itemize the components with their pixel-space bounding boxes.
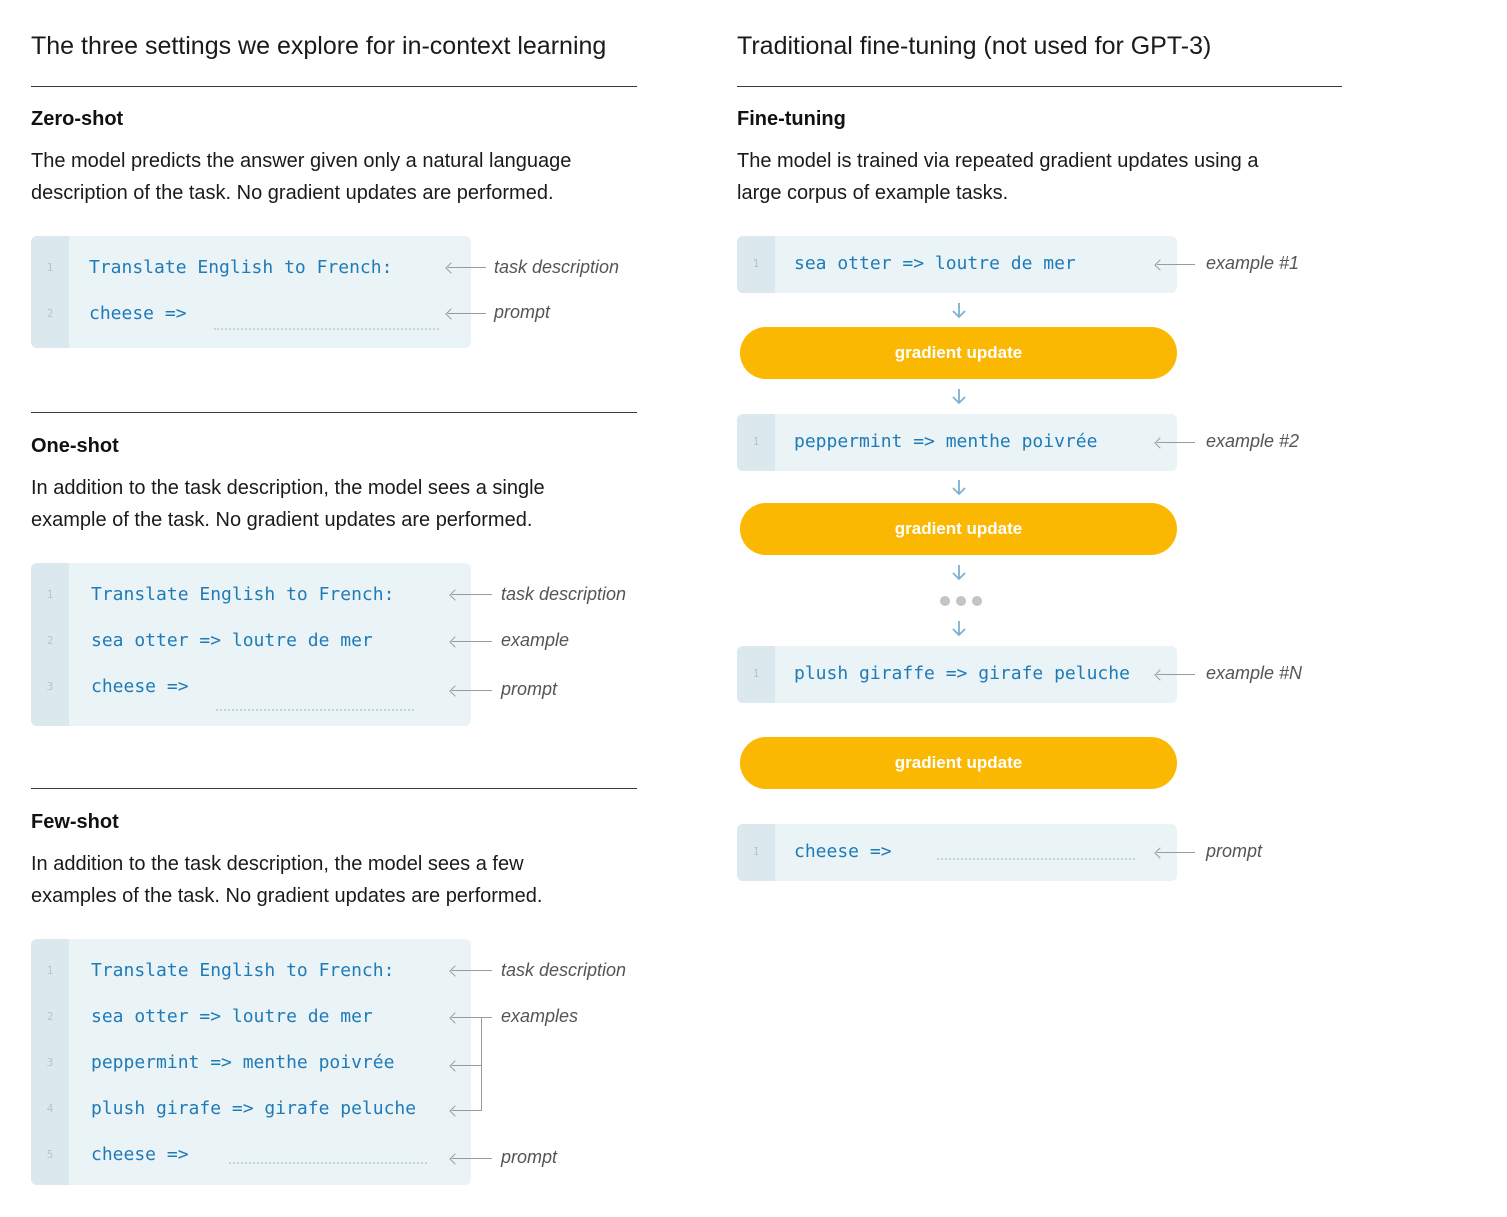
- one-shot-title: One-shot: [31, 435, 119, 457]
- code-line: [737, 254, 1177, 274]
- arrow-left-icon: [1157, 442, 1195, 443]
- annotation-prompt: prompt: [501, 1147, 558, 1167]
- arrow-down-icon: [949, 564, 969, 582]
- annotation-task-description: task description: [494, 257, 620, 277]
- annotation-task-description: task description: [501, 584, 627, 604]
- left-title-divider: [31, 86, 637, 87]
- line-number: 1: [46, 261, 54, 274]
- code-text: peppermint => menthe poivrée: [794, 431, 1098, 452]
- section-divider: [31, 412, 637, 413]
- arrow-down-icon: [949, 388, 969, 406]
- left-column-title: The three settings we explore for in-context learning: [31, 32, 607, 60]
- few-shot-title: Few-shot: [31, 811, 119, 833]
- code-text: plush girafe => girafe peluche: [91, 1098, 417, 1119]
- few-shot-desc-line-2: examples of the task. No gradient updates are performed.: [31, 885, 543, 907]
- gradient-update-step: gradient update: [740, 327, 1177, 379]
- line-number: 1: [46, 964, 54, 977]
- zero-shot-desc-line-1: The model predicts the answer given only a natural language: [31, 150, 572, 172]
- arrow-down-icon: [949, 479, 969, 497]
- annotation-prompt: prompt: [494, 302, 551, 322]
- line-number: 2: [46, 1010, 54, 1023]
- arrow-left-icon: [452, 594, 492, 595]
- arrow-left-icon: [452, 1110, 482, 1111]
- arrow-left-icon: [452, 641, 492, 642]
- line-number: 1: [752, 667, 760, 680]
- annotation-example-2: example #2: [1206, 431, 1300, 451]
- code-text: cheese =>: [89, 303, 187, 324]
- code-text: sea otter => loutre de mer: [91, 630, 373, 651]
- code-line: [737, 432, 1177, 452]
- answer-blank: [229, 1162, 427, 1164]
- fine-tuning-desc-line-2: large corpus of example tasks.: [737, 182, 1009, 204]
- few-shot-description: [31, 848, 542, 912]
- answer-blank: [216, 709, 414, 711]
- annotation-task-description: task description: [501, 960, 627, 980]
- arrow-left-icon: [448, 313, 486, 314]
- ellipsis-dot: [940, 596, 950, 606]
- right-title-divider: [737, 86, 1342, 87]
- line-number: 5: [46, 1148, 54, 1161]
- one-shot-desc-line-1: In addition to the task description, the model sees a single: [31, 477, 545, 499]
- gradient-update-step: gradient update: [740, 503, 1177, 555]
- arrow-left-icon: [452, 1158, 492, 1159]
- zero-shot-description: [31, 145, 571, 209]
- ellipsis-dot: [956, 596, 966, 606]
- code-text: cheese =>: [794, 841, 892, 862]
- arrow-left-icon: [448, 267, 486, 268]
- fine-tuning-example-2-block: [737, 414, 1177, 471]
- arrow-left-icon: [1157, 674, 1195, 675]
- code-text: Translate English to French:: [89, 257, 393, 278]
- code-line: [31, 677, 471, 697]
- fine-tuning-description: [737, 145, 1258, 209]
- code-line: [31, 258, 471, 278]
- line-number: 3: [46, 680, 54, 693]
- code-line: [31, 304, 471, 324]
- arrow-left-icon: [452, 1017, 492, 1018]
- code-text: plush giraffe => girafe peluche: [794, 663, 1130, 684]
- arrow-left-icon: [452, 970, 492, 971]
- line-number-gutter: [31, 236, 69, 348]
- code-line: [737, 664, 1177, 684]
- gradient-update-step: gradient update: [740, 737, 1177, 789]
- line-number: 1: [46, 588, 54, 601]
- fine-tuning-desc-line-1: The model is trained via repeated gradient updates using a: [737, 150, 1259, 172]
- fine-tuning-prompt-block: [737, 824, 1177, 881]
- one-shot-desc-line-2: example of the task. No gradient updates are performed.: [31, 509, 533, 531]
- line-number: 1: [752, 435, 760, 448]
- zero-shot-code-block: [31, 236, 471, 348]
- few-shot-desc-line-1: In addition to the task description, the model sees a few: [31, 853, 524, 875]
- code-line: [31, 961, 471, 981]
- fine-tuning-title: Fine-tuning: [737, 108, 846, 130]
- annotation-example-n: example #N: [1206, 663, 1303, 683]
- line-number: 1: [752, 257, 760, 270]
- code-text: sea otter => loutre de mer: [91, 1006, 373, 1027]
- code-text: Translate English to French:: [91, 584, 395, 605]
- zero-shot-desc-line-2: description of the task. No gradient updates are performed.: [31, 182, 554, 204]
- answer-blank: [214, 328, 439, 330]
- section-divider: [31, 788, 637, 789]
- annotation-example: example: [501, 630, 570, 650]
- line-number: 2: [46, 634, 54, 647]
- line-number: 4: [46, 1102, 54, 1115]
- one-shot-description: [31, 472, 545, 536]
- right-column-title: Traditional fine-tuning (not used for GPT-3): [737, 32, 1212, 60]
- examples-bracket: [481, 1017, 482, 1110]
- arrow-left-icon: [452, 1065, 482, 1066]
- annotation-prompt: prompt: [1206, 841, 1263, 861]
- fine-tuning-example-n-block: [737, 646, 1177, 703]
- code-text: peppermint => menthe poivrée: [91, 1052, 395, 1073]
- code-text: cheese =>: [91, 1144, 189, 1165]
- code-line: [31, 631, 471, 651]
- code-line: [31, 1053, 471, 1073]
- arrow-left-icon: [452, 690, 492, 691]
- arrow-down-icon: [949, 620, 969, 638]
- few-shot-code-block: [31, 939, 471, 1185]
- line-number: 2: [46, 307, 54, 320]
- arrow-left-icon: [1157, 852, 1195, 853]
- line-number: 3: [46, 1056, 54, 1069]
- code-line: [31, 585, 471, 605]
- ellipsis-dot: [972, 596, 982, 606]
- one-shot-code-block: [31, 563, 471, 726]
- line-number: 1: [752, 845, 760, 858]
- fine-tuning-example-1-block: [737, 236, 1177, 293]
- answer-blank: [937, 858, 1135, 860]
- arrow-down-icon: [949, 302, 969, 320]
- annotation-examples: examples: [501, 1006, 579, 1026]
- code-text: Translate English to French:: [91, 960, 395, 981]
- code-text: sea otter => loutre de mer: [794, 253, 1076, 274]
- code-line: [31, 1099, 471, 1119]
- annotation-example-1: example #1: [1206, 253, 1300, 273]
- code-text: cheese =>: [91, 676, 189, 697]
- arrow-left-icon: [1157, 264, 1195, 265]
- annotation-prompt: prompt: [501, 679, 558, 699]
- zero-shot-title: Zero-shot: [31, 108, 124, 130]
- code-line: [31, 1007, 471, 1027]
